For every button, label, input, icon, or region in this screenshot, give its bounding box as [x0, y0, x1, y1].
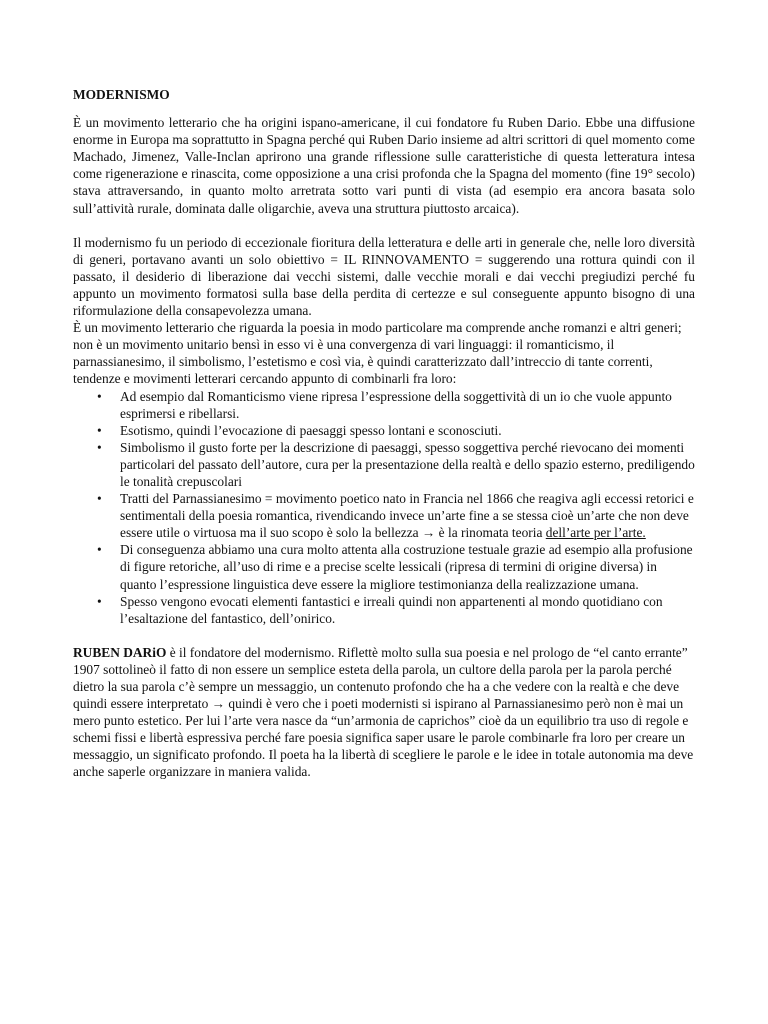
list-item: • Esotismo, quindi l’evocazione di paesaggi spesso lontani e sconosciuti. [73, 422, 695, 439]
characteristics-list [73, 388, 695, 627]
underlined-phrase: dell’arte per l’arte. [545, 525, 646, 541]
list-item: • Simbolismo il gusto forte per la descrizione di paesaggi, spesso soggettiva perché rievocano dei momenti particolari del passato dell’autore, cura per la presentazione della realtà e dello spazio esterno, prediligendo le tonalità crepuscolari [73, 439, 695, 490]
renewal-paragraph: Il modernismo fu un periodo di eccezionale fioritura della letteratura e delle arti in generale che, nelle loro diversità di generi, portavano avanti un solo obiettivo = IL RINNOVAMENTO = suggerendo una rottura quindi con il passato, il desiderio di liberazione dai vecchi sistemi, dalle vecchie morali e dai vecchi pregiudizi perché fu appunto un movimento formatosi sulla base della perdita di certezze e sul conseguente appunto bisogno di una riformulazione della consapevolezza umana. [73, 234, 695, 319]
document-body [73, 86, 695, 781]
ruben-dario-paragraph [73, 644, 695, 781]
paragraph-spacer [73, 217, 695, 234]
movements-paragraph: È un movimento letterario che riguarda la poesia in modo particolare ma comprende anche romanzi e altri generi; non è un movimento unitario bensì in esso vi è una convergenza di vari linguaggi: il romanticismo, il parnassianesimo, il simbolismo, l’estetismo e così via, è quindi caratterizzato dall’intreccio di tante correnti, tendenze e movimenti letterari cercando appunto di combinarli fra loro: [73, 320, 682, 387]
list-item-text: Tratti del Parnassianesimo = movimento poetico nato in Francia nel 1866 che reagiva agli eccessi retorici e sentimentali della poesia romantica, rivendicando invece un’arte fine a se stessa cioè un’arte che non deve essere utile o virtuosa ma il suo scopo è solo la bellezza → è la rinomata teoria [120, 491, 694, 541]
list-item: • Ad esempio dal Romanticismo viene ripresa l’espressione della soggettività di un io che vuole appunto esprimersi e ribellarsi. [73, 388, 695, 422]
document-title: MODERNISMO [73, 87, 170, 102]
list-item [73, 490, 695, 541]
list-item: • Di conseguenza abbiamo una cura molto attenta alla costruzione testuale grazie ad esempio alla profusione di figure retoriche, all’uso di rime e a precise scelte lessicali (ripresa di termini di origine diversa) in quanto l’espressione linguistica deve essere la migliore testimonianza della realizzazione umana. [73, 541, 695, 592]
paragraph-spacer [73, 627, 695, 644]
ruben-dario-text: è il fondatore del modernismo. Riflettè molto sulla sua poesia e nel prologo de “el canto errante” 1907 sottolineò il fatto di non essere un semplice esteta della parola, un cultore della parola per la parola perché dietro la sua parola c’è sempre un messaggio, un contenuto profondo che ha a che vedere con la realtà e che deve quindi essere interpretato → quindi è vero che i poeti modernisti si ispirano al Parnassianesimo però non è mai un mero punto estetico. Per lui l’arte vera nasce da “un’armonia de caprichos” cioè da un equilibrio tra uso di regole e schemi fissi e libertà espressiva perché fare poesia significa saper usare le parole combinarle fra loro per creare un messaggio, un significato profondo. Il poeta ha la libertà di scegliere le parole e le idee in totale autonomia ma deve anche saperle organizzare in maniera valida. [73, 644, 694, 780]
intro-paragraph: È un movimento letterario che ha origini ispano-americane, il cui fondatore fu Ruben Dario. Ebbe una diffusione enorme in Europa ma soprattutto in Spagna perché qui Ruben Dario insieme ad altri scrittori di quel momento come Machado, Jimenez, Valle-Inclan aprirono una grande riflessione sulle caratteristiche di questa letteratura intesa come rigenerazione e rinascita, come opposizione a una crisi profonda che la Spagna del momento (fine 19° secolo) stava attraversando, in quanto molto arretrata sotto vari punti di vista (ad esempio era ancora basata solo sull’attività rurale, dominata dalle oligarchie, aveva una struttura piuttosto arcaica). [73, 115, 695, 216]
list-item: • Spesso vengono evocati elementi fantastici e irreali quindi non appartenenti al mondo quotidiano con l’esaltazione del fantastico, dell’onirico. [73, 593, 695, 627]
ruben-dario-name: RUBEN DARiO [73, 644, 167, 660]
